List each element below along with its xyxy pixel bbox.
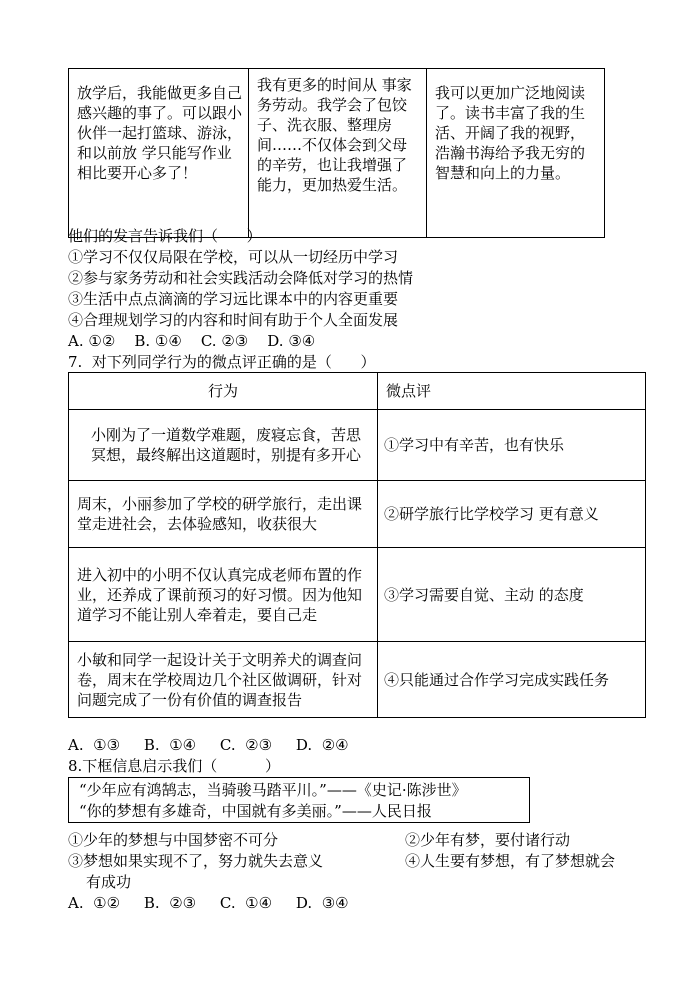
q7-stem: 7. 对下列同学行为的微点评正确的是（ ） <box>68 353 376 371</box>
q7-header-comment: 微点评 <box>378 373 646 410</box>
q6-statement-1: ①学习不仅仅局限在学校，可以从一切经历中学习 <box>68 248 399 266</box>
q8-quote-2: “你的梦想有多雄奇，中国就有多美丽。”——人民日报 <box>79 802 432 820</box>
q6-cell-1: 放学后，我能做更多自己感兴趣的事了。可以跟小伙伴一起打篮球、游泳，和以前放 学只能写作业相比要开心多了！ <box>69 69 249 238</box>
q6-statement-2: ②参与家务劳动和社会实践活动会降低对学习的热情 <box>68 269 414 287</box>
q7-options: A. ①③ B. ①④ C. ②③ D. ②④ <box>68 736 349 754</box>
q6-quote-table <box>68 68 605 238</box>
q7-behavior-4: 小敏和同学一起设计关于文明养犬的调查问卷，周末在学校周边几个社区做调研，针对问题完成了一份有价值的调查报告 <box>69 642 378 718</box>
q7-comment-4: ④只能通过合作学习完成实践任务 <box>378 642 646 718</box>
q7-behavior-3: 进入初中的小明不仅认真完成老师布置的作业，还养成了课前预习的好习惯。因为他知道学习不能让别人牵着走，要自己走 <box>69 548 378 642</box>
q8-options: A. ①② B. ②③ C. ①④ D. ③④ <box>68 894 349 912</box>
q6-cell-2: 我有更多的时间从 事家务劳动。我学会了包饺子、洗衣服、整理房间……不仅体会到父母的辛劳，也让我增强了能力，更加热爱生活。 <box>249 69 427 238</box>
q7-behavior-2: 周末，小丽参加了学校的研学旅行，走出课堂走进社会，去体验感知，收获很大 <box>69 481 378 548</box>
q7-comment-2: ②研学旅行比学校学习 更有意义 <box>378 481 646 548</box>
q7-table <box>68 372 646 718</box>
q8-statement-4: ④人生要有梦想，有了梦想就会 <box>405 852 616 870</box>
q7-header-behavior: 行为 <box>69 373 378 410</box>
q8-statement-3: ③梦想如果实现不了，努力就失去意义 <box>68 852 324 870</box>
q7-behavior-1: 小刚为了一道数学难题，废寝忘食，苦思冥想，最终解出这道题时，别提有多开心 <box>69 410 378 481</box>
q6-options: A. ①② B. ①④ C. ②③ D. ③④ <box>68 332 316 350</box>
q8-quote-1: “少年应有鸿鹄志，当骑骏马踏平川。”——《史记·陈涉世》 <box>79 781 467 799</box>
q6-stem: 他们的发言告诉我们（ ） <box>68 227 262 245</box>
q8-quote-box <box>68 777 530 823</box>
q7-comment-1: ①学习中有辛苦，也有快乐 <box>378 410 646 481</box>
q8-statement-1: ①少年的梦想与中国梦密不可分 <box>68 831 279 849</box>
q8-statement-2: ②少年有梦，要付诸行动 <box>405 831 571 849</box>
q7-comment-3: ③学习需要自觉、主动 的态度 <box>378 548 646 642</box>
q8-statement-4-cont: 有成功 <box>86 873 132 891</box>
q6-statement-4: ④合理规划学习的内容和时间有助于个人全面发展 <box>68 311 399 329</box>
q6-statement-3: ③生活中点点滴滴的学习远比课本中的内容更重要 <box>68 290 399 308</box>
q6-cell-3: 我可以更加广泛地阅读了。读书丰富了我的生活、开阔了我的视野，浩瀚书海给予我无穷的智慧和向上的力量。 <box>427 69 605 238</box>
q8-stem: 8.下框信息启示我们（ ） <box>68 757 280 775</box>
